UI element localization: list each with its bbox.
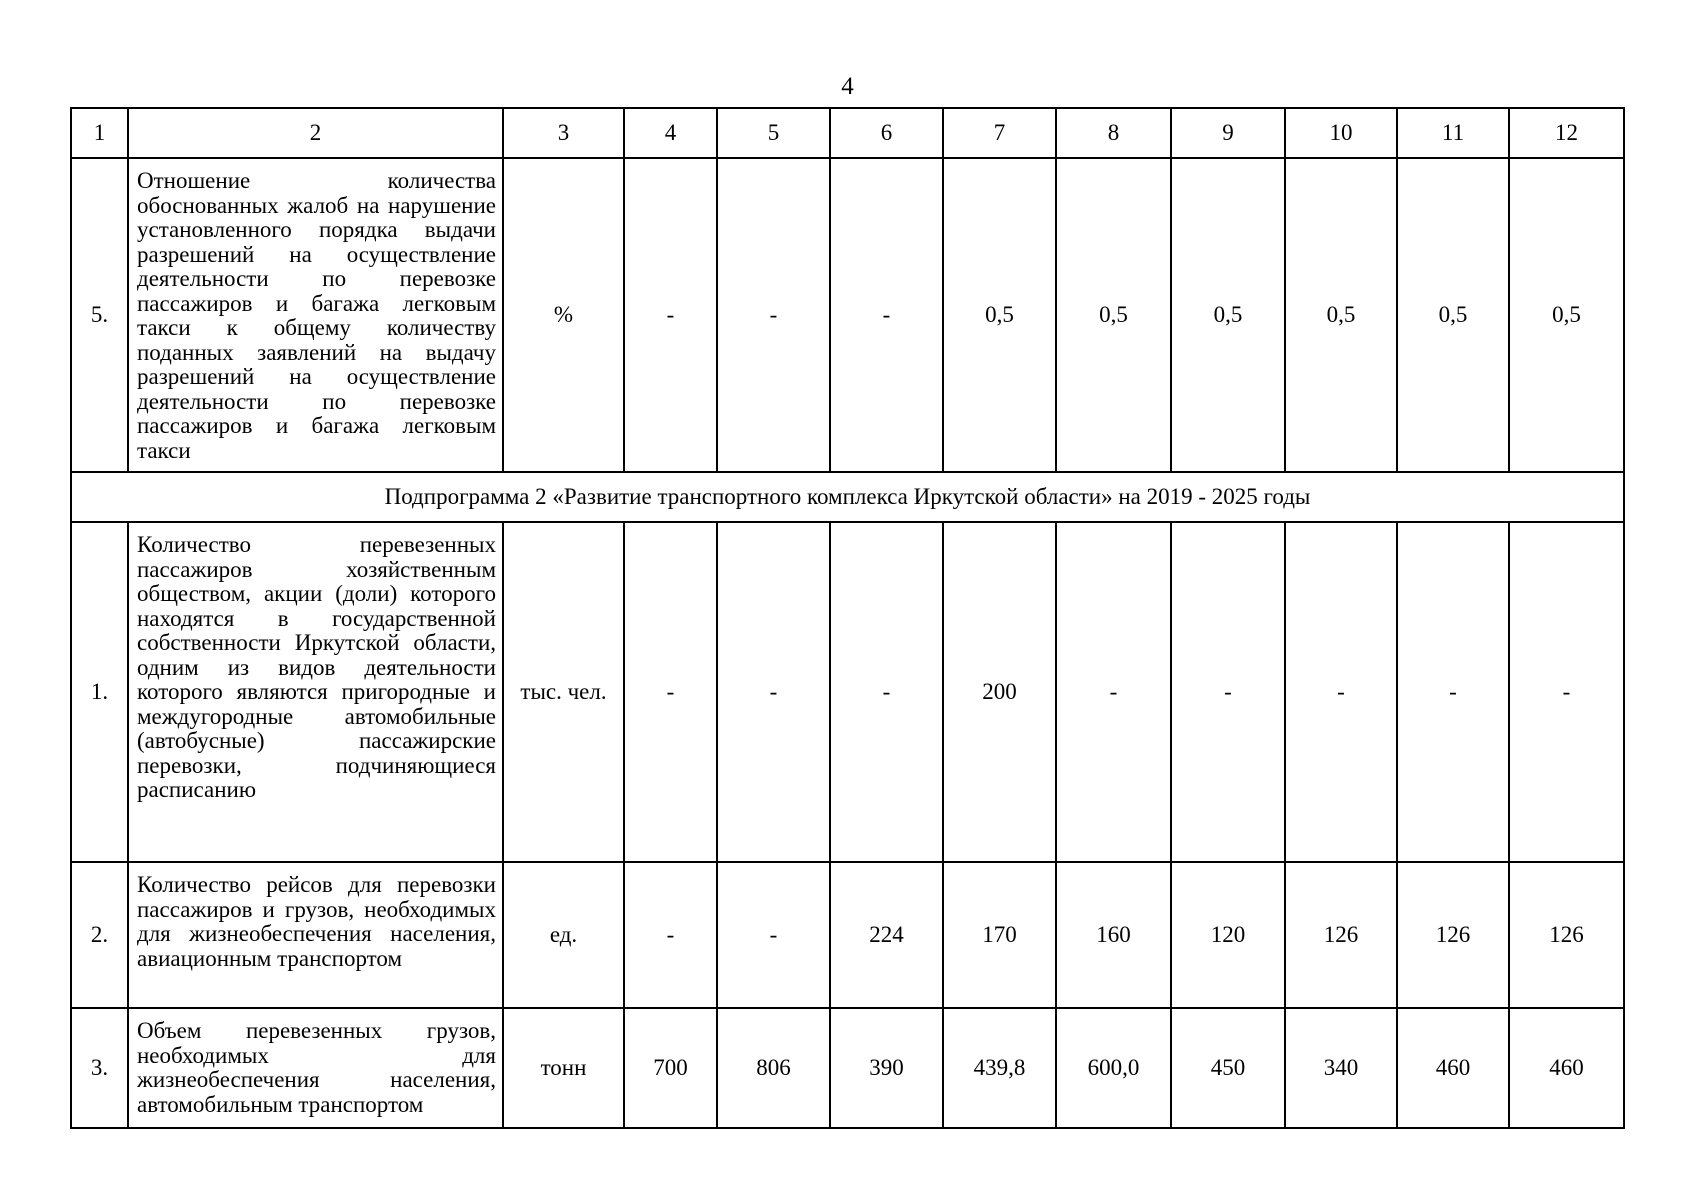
value-cell: 0,5 — [1171, 158, 1285, 472]
unit-cell: тыс. чел. — [503, 522, 624, 862]
value-cell: 806 — [717, 1008, 830, 1128]
value-cell: - — [717, 158, 830, 472]
column-number-cell: 12 — [1509, 108, 1624, 158]
row-number: 2. — [71, 862, 128, 1008]
indicator-description: Отношение количества обоснованных жалоб на нарушение установленного порядка выдачи разрешений на осуществление деятельности по перевозке пассажиров и багажа легковым такси к общему количеству поданных заявлений на выдачу разрешений на осуществление деятельности по перевозке пассажиров и багажа легковым такси — [128, 158, 503, 472]
column-number-cell: 1 — [71, 108, 128, 158]
table-row — [71, 1008, 1624, 1128]
row-number: 5. — [71, 158, 128, 472]
value-cell: 0,5 — [1056, 158, 1171, 472]
column-number-cell: 7 — [943, 108, 1056, 158]
column-number-cell: 10 — [1285, 108, 1397, 158]
unit-cell: ед. — [503, 862, 624, 1008]
value-cell: 200 — [943, 522, 1056, 862]
column-number-cell: 11 — [1397, 108, 1509, 158]
value-cell: 460 — [1397, 1008, 1509, 1128]
column-number-cell: 2 — [128, 108, 503, 158]
column-number-cell: 9 — [1171, 108, 1285, 158]
value-cell: - — [1285, 522, 1397, 862]
value-cell: 0,5 — [1285, 158, 1397, 472]
value-cell: 120 — [1171, 862, 1285, 1008]
value-cell: 170 — [943, 862, 1056, 1008]
section-title: Подпрограмма 2 «Развитие транспортного комплекса Иркутской области» на 2019 - 2025 годы — [71, 472, 1624, 522]
value-cell: 0,5 — [1397, 158, 1509, 472]
value-cell: 0,5 — [1509, 158, 1624, 472]
value-cell: - — [1509, 522, 1624, 862]
value-cell: - — [624, 522, 717, 862]
row-number: 3. — [71, 1008, 128, 1128]
value-cell: - — [717, 522, 830, 862]
column-number-cell: 3 — [503, 108, 624, 158]
value-cell: - — [1397, 522, 1509, 862]
value-cell: 126 — [1285, 862, 1397, 1008]
value-cell: 340 — [1285, 1008, 1397, 1128]
section-row — [71, 472, 1624, 522]
value-cell: 439,8 — [943, 1008, 1056, 1128]
value-cell: 700 — [624, 1008, 717, 1128]
value-cell: 160 — [1056, 862, 1171, 1008]
value-cell: 390 — [830, 1008, 943, 1128]
value-cell: 450 — [1171, 1008, 1285, 1128]
value-cell: 126 — [1509, 862, 1624, 1008]
value-cell: - — [830, 158, 943, 472]
indicators-table — [70, 107, 1625, 1129]
value-cell: 460 — [1509, 1008, 1624, 1128]
indicator-description: Количество рейсов для перевозки пассажиров и грузов, необходимых для жизнеобеспечения населения, авиационным транспортом — [128, 862, 503, 1008]
indicator-description: Объем перевезенных грузов, необходимых для жизнеобеспечения населения, автомобильным транспортом — [128, 1008, 503, 1128]
value-cell: - — [624, 158, 717, 472]
table-row — [71, 158, 1624, 472]
column-number-cell: 5 — [717, 108, 830, 158]
column-number-cell: 8 — [1056, 108, 1171, 158]
value-cell: - — [1056, 522, 1171, 862]
unit-cell: % — [503, 158, 624, 472]
page-number: 4 — [841, 73, 854, 100]
row-number: 1. — [71, 522, 128, 862]
value-cell: - — [624, 862, 717, 1008]
column-number-cell: 4 — [624, 108, 717, 158]
column-number-row — [71, 108, 1624, 158]
value-cell: 126 — [1397, 862, 1509, 1008]
value-cell: - — [717, 862, 830, 1008]
value-cell: 600,0 — [1056, 1008, 1171, 1128]
value-cell: - — [1171, 522, 1285, 862]
value-cell: 224 — [830, 862, 943, 1008]
column-number-cell: 6 — [830, 108, 943, 158]
table-row — [71, 862, 1624, 1008]
unit-cell: тонн — [503, 1008, 624, 1128]
value-cell: 0,5 — [943, 158, 1056, 472]
table-row — [71, 522, 1624, 862]
value-cell: - — [830, 522, 943, 862]
indicator-description: Количество перевезенных пассажиров хозяйственным обществом, акции (доли) которого находятся в государственной собственности Иркутской области, одним из видов деятельности которого являются пригородные и междугородные автомобильные (автобусные) пассажирские перевозки, подчиняющиеся расписанию — [128, 522, 503, 862]
